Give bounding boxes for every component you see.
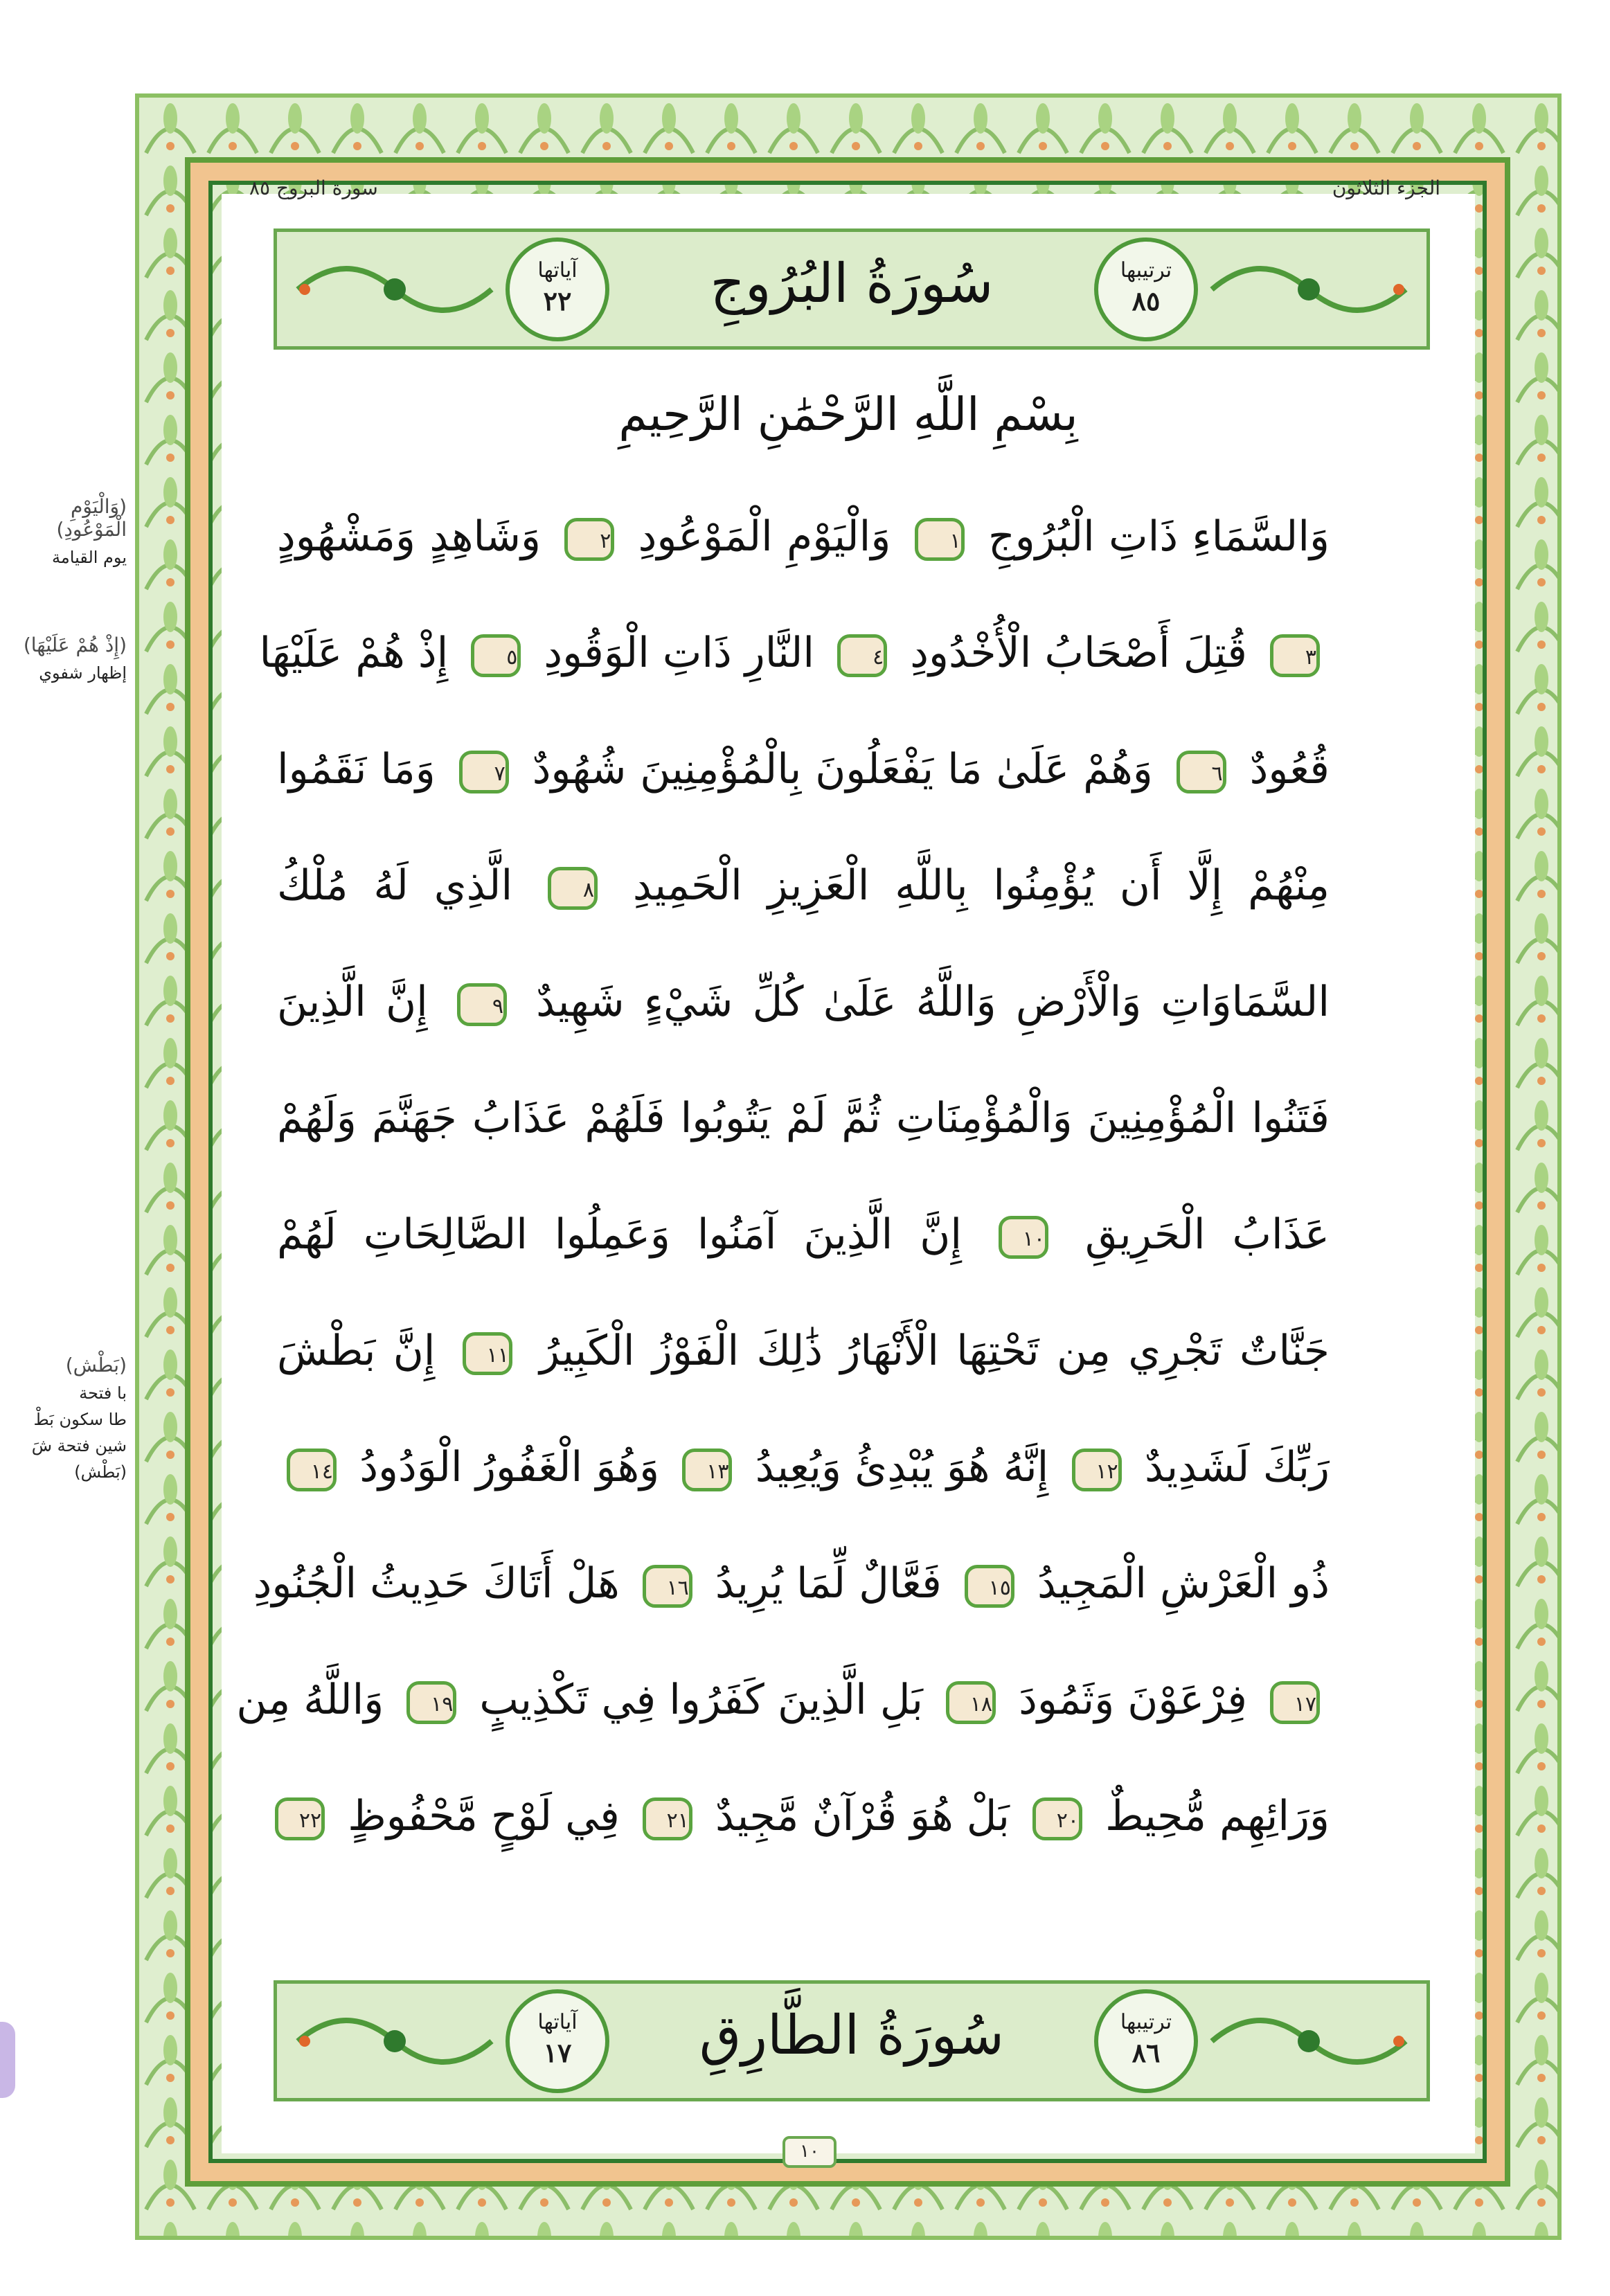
sidenote-text: (بَطْش) [74,1462,127,1482]
verse-count-value: ٢٢ [543,285,572,316]
verse-text: وَالْيَوْمِ الْمَوْعُودِ [638,512,891,561]
verse-number-marker: ٢٢ [275,1797,325,1840]
verse-number-marker: ١٢ [1072,1449,1122,1491]
sidenote-text: طا سكون بَطْ [33,1410,127,1429]
text-line [277,861,1330,951]
verse-text: هَلْ أَتَاكَ حَدِيثُ الْجُنُودِ [253,1559,620,1608]
text-line [277,1210,1330,1300]
surah-header-tariq [274,1980,1430,2101]
page-number: ١٠ [782,2136,837,2168]
verse-text: مِنْهُمْ إِلَّا أَن يُؤْمِنُوا بِاللَّهِ الْعَزِيزِ الْحَمِيدِ [632,861,1330,910]
text-line [277,512,1330,602]
verse-text: إِنَّهُ هُوَ يُبْدِئُ وَيُعِيدُ [755,1443,1049,1491]
surah-title: سُورَةُ البُرُوجِ [710,253,994,315]
verse-text: وَشَاهِدٍ وَمَشْهُودٍ [277,512,541,561]
surah-order-label: ترتيبها [1120,258,1172,282]
verse-text: وَمَا نَقَمُوا [277,745,436,793]
verse-number-marker: ٩ [457,983,507,1026]
verse-number-marker: ١٦ [643,1565,692,1608]
text-line [236,1676,1330,1766]
verse-text: إِنَّ الَّذِينَ [277,978,428,1026]
surah-running-title: سورة البروج ٨٥ [249,177,378,199]
surah-order-label: ترتيبها [1120,2010,1172,2034]
verse-count-label: آياتها [537,258,578,282]
sidenote-word: (إِذْ هُمْ عَلَيْهَا) [23,634,127,656]
verse-text: فِي لَوْحٍ مَّحْفُوظٍ [348,1792,620,1840]
verse-text: فَتَنُوا الْمُؤْمِنِينَ وَالْمُؤْمِنَاتِ ثُمَّ لَمْ يَتُوبُوا فَلَهُمْ عَذَابُ جَهَنَّمَ وَلَهُمْ [277,1094,1330,1142]
verse-text: النَّارِ ذَاتِ الْوَقُودِ [544,629,815,677]
verse-number-marker: ٥ [471,634,521,677]
verse-text: بَلِ الَّذِينَ كَفَرُوا فِي تَكْذِيبٍ [479,1676,923,1724]
verse-text: وَاللَّهُ مِن [236,1676,384,1724]
surah-order-value: ٨٥ [1132,285,1161,316]
verse-text: إِنَّ الَّذِينَ آمَنُوا وَعَمِلُوا الصَّالِحَاتِ لَهُمْ [277,1210,963,1259]
surah-order-medallion [1094,237,1198,341]
verse-text: رَبِّكَ لَشَدِيدٌ [1144,1443,1330,1491]
verse-text: فَعَّالٌ لِّمَا يُرِيدُ [715,1559,942,1608]
text-line [277,1792,1330,1882]
sidenote [12,1354,127,1482]
verse-count-value: ١٧ [543,2037,572,2068]
text-line [277,1094,1330,1184]
verse-number-marker: ١ [915,518,965,561]
surah-order-value: ٨٦ [1132,2037,1161,2068]
verse-text: قُعُودٌ [1249,745,1330,793]
verse-number-marker: ٦ [1177,751,1226,793]
verse-count-label: آياتها [537,2010,578,2034]
text-line [259,629,1330,719]
text-line [277,1443,1330,1533]
verse-text: الَّذِي لَهُ مُلْكُ [277,861,513,910]
surah-header-buruj [274,228,1430,350]
verse-number-marker: ٢١ [643,1797,692,1840]
verse-number-marker: ١٨ [946,1681,996,1724]
verse-number-marker: ١٩ [406,1681,456,1724]
verse-text: عَذَابُ الْحَرِيقِ [1085,1210,1330,1259]
verse-number-marker: ٣ [1270,634,1320,677]
sidenote-text: شين فتحة شَ [31,1436,127,1455]
sidenote-text: يوم القيامة [52,548,127,567]
verse-text: ذُو الْعَرْشِ الْمَجِيدُ [1037,1559,1330,1608]
sidenote-text: إظهار شفوي [39,663,127,683]
text-line [277,745,1330,835]
sidenote [12,634,127,683]
surah-order-medallion [1094,1989,1198,2093]
verse-text: فِرْعَوْنَ وَثَمُودَ [1019,1676,1247,1724]
surah-title: سُورَةُ الطَّارِقِ [699,2004,1005,2067]
page-tab[interactable] [0,2022,15,2098]
juz-running-title: الجزء الثلاثون [1332,177,1440,199]
verse-text: جَنَّاتٌ تَجْرِي مِن تَحْتِهَا الْأَنْهَارُ ذَٰلِكَ الْفَوْزُ الْكَبِيرُ [539,1327,1330,1375]
verse-text: وَهُوَ الْغَفُورُ الْوَدُودُ [359,1443,660,1491]
verse-text: إِذْ هُمْ عَلَيْهَا [259,629,449,677]
verse-number-marker: ٧ [459,751,509,793]
text-line [277,978,1330,1068]
verse-number-marker: ٤ [837,634,887,677]
verse-number-marker: ١٠ [999,1216,1048,1259]
verse-number-marker: ٢ [564,518,614,561]
verse-number-marker: ١٣ [682,1449,732,1491]
verse-number-marker: ٢٠ [1032,1797,1082,1840]
verse-number-marker: ١٤ [287,1449,337,1491]
verse-text: إِنَّ بَطْشَ [277,1327,436,1375]
text-line [277,1327,1330,1417]
verse-number-marker: ١٧ [1270,1681,1320,1724]
verse-text: وَرَائِهِم مُّحِيطٌ [1105,1792,1330,1840]
verse-text: وَهُمْ عَلَىٰ مَا يَفْعَلُونَ بِالْمُؤْمِنِينَ شُهُودٌ [532,745,1153,793]
verse-number-marker: ٨ [548,867,598,910]
sidenote-word: (بَطْش) [65,1354,127,1376]
sidenote-text: با فتحة [79,1383,127,1403]
verse-text: بَلْ هُوَ قُرْآنٌ مَّجِيدٌ [715,1792,1010,1840]
sidenote [12,495,127,567]
verse-number-marker: ١٥ [965,1565,1014,1608]
text-line [253,1559,1330,1649]
verse-number-marker: ١١ [463,1332,512,1375]
basmala: بِسْمِ اللَّهِ الرَّحْمَٰنِ الرَّحِيمِ [618,388,1078,441]
verse-text: قُتِلَ أَصْحَابُ الْأُخْدُودِ [910,629,1247,677]
verse-text: وَالسَّمَاءِ ذَاتِ الْبُرُوجِ [987,512,1330,561]
sidenote-word: (وَالْيَوْمِ الْمَوْعُودِ) [56,495,127,541]
verse-text: السَّمَاوَاتِ وَالْأَرْضِ وَاللَّهُ عَلَىٰ كُلِّ شَيْءٍ شَهِيدٌ [536,978,1330,1026]
